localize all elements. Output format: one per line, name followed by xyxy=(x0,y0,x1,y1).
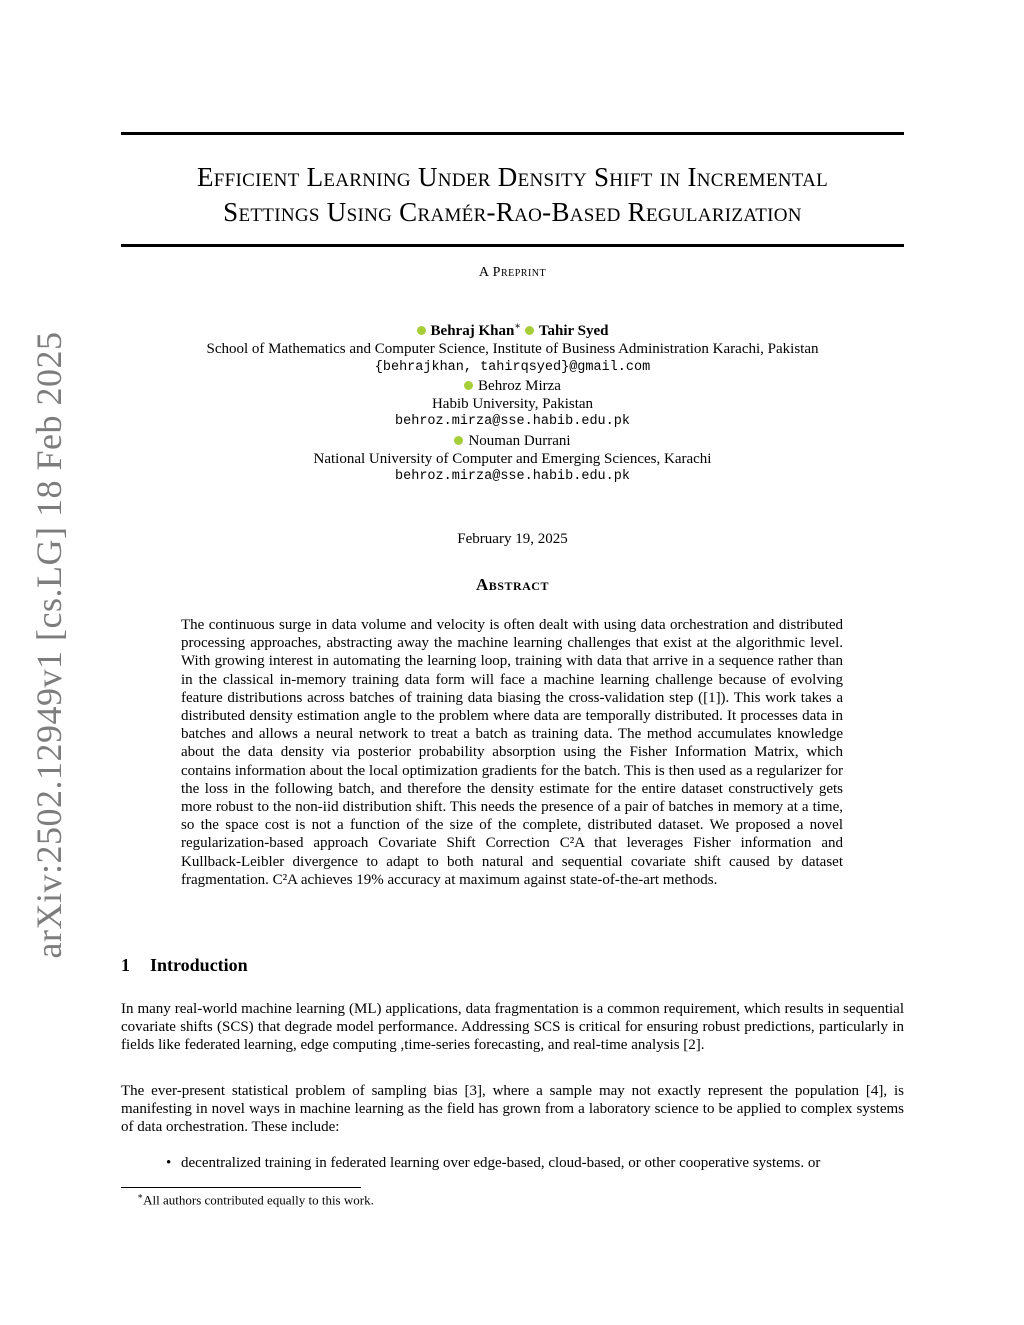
title-top-rule xyxy=(121,132,904,135)
footnote-mark: ∗ xyxy=(137,1191,144,1201)
list-item xyxy=(166,1154,904,1172)
title-line-1: Efficient Learning Under Density Shift in Incremental xyxy=(196,162,829,192)
author-line-2 xyxy=(121,377,904,395)
publication-date: February 19, 2025 xyxy=(457,531,568,547)
list-item-text: decentralized training in federated learning over edge-based, cloud-based, or other cooperative systems. or xyxy=(181,1155,821,1171)
author-name: Nouman Durrani xyxy=(468,432,571,449)
title-line-2: Settings Using Cramér-Rao-Based Regularization xyxy=(223,197,802,227)
abstract-body: The continuous surge in data volume and velocity is often dealt with using data orchestration and distributed processing approaches, abstracting away the machine learning challenges that exist at the algorithmic level. With growing interest in automating the learning loop, training with data that arrive in a sequence rather than in the classical in-memory training data form will face a machine learning challenge because of evolving feature distributions across batches of training data biasing the cross-validation step ([1]). This work takes a distributed density estimation angle to the problem where data are temporally distributed. It processes data in batches and allows a neural network to treat a batch as training data. The method accumulates knowledge about the data density via posterior probability absorption using the Fisher Information Matrix, which contains information about the local optimization gradients for the batch. This is then used as a regularizer for the loss in the following batch, and therefore the density estimate for the entire dataset constructively gets more robust to the non-iid distribution shift. This needs the presence of a pair of batches in memory at a time, so the space cost is not a function of the size of the complete, distributed dataset. We proposed a novel regularization-based approach Covariate Shift Correction C²A that leverages Fisher information and Kullback-Leibler divergence to adapt to both natural and sequential covariate shift caused by dataset fragmentation. C²A achieves 19% accuracy at maximum against state-of-the-art methods. xyxy=(181,617,843,888)
orcid-icon[interactable] xyxy=(464,381,473,390)
footnote-rule xyxy=(121,1187,361,1188)
orcid-icon[interactable] xyxy=(525,326,534,335)
author-name: Behraj Khan xyxy=(430,323,515,339)
author-block xyxy=(121,318,904,487)
preprint-label: A Preprint xyxy=(478,265,547,280)
intro-paragraph-2: The ever-present statistical problem of sampling bias [3], where a sample may not exactly represent the population [4], is manifesting in novel ways in machine learning as the field has grown from a laboratory science to be applied to complex systems of data orchestration. These include: xyxy=(121,1083,904,1136)
author-footnote-mark[interactable]: ∗ xyxy=(514,321,522,332)
title-bottom-rule xyxy=(121,244,904,247)
section-title: Introduction xyxy=(150,955,248,975)
intro-paragraph-1: In many real-world machine learning (ML) applications, data fragmentation is a common requirement, which results in sequential covariate shifts (SCS) that degrade model performance. Addressing SCS is critical for ensuring robust predictions, particularly in fields like federated learning, edge computing ,time-series forecasting, and real-time analysis [2]. xyxy=(121,1001,904,1054)
orcid-icon[interactable] xyxy=(454,436,463,445)
orcid-icon[interactable] xyxy=(417,326,426,335)
author-email[interactable]: behroz.mirza@sse.habib.edu.pk xyxy=(395,469,630,485)
affiliation: Habib University, Pakistan xyxy=(431,396,594,413)
bullet-icon: • xyxy=(166,1155,172,1171)
author-name: Tahir Syed xyxy=(538,323,609,339)
abstract-heading: Abstract xyxy=(476,575,549,594)
author-email[interactable]: {behrajkhan, tahirqsyed}@gmail.com xyxy=(374,359,651,375)
author-name: Behroz Mirza xyxy=(478,377,561,394)
paper-title xyxy=(121,160,904,230)
footnote-text: All authors contributed equally to this work. xyxy=(143,1192,374,1208)
footnote xyxy=(137,1191,374,1208)
section-heading xyxy=(121,955,248,976)
affiliation: National University of Computer and Emerging Sciences, Karachi xyxy=(313,451,712,468)
author-email[interactable]: behroz.mirza@sse.habib.edu.pk xyxy=(395,414,630,430)
author-line-1 xyxy=(121,318,904,340)
author-line-3 xyxy=(121,432,904,450)
affiliation: School of Mathematics and Computer Science, Institute of Business Administration Karachi, Pakistan xyxy=(206,341,819,358)
section-number: 1 xyxy=(121,955,130,975)
arxiv-identifier: arXiv:2502.12949v1 [cs.LG] 18 Feb 2025 xyxy=(29,331,69,959)
